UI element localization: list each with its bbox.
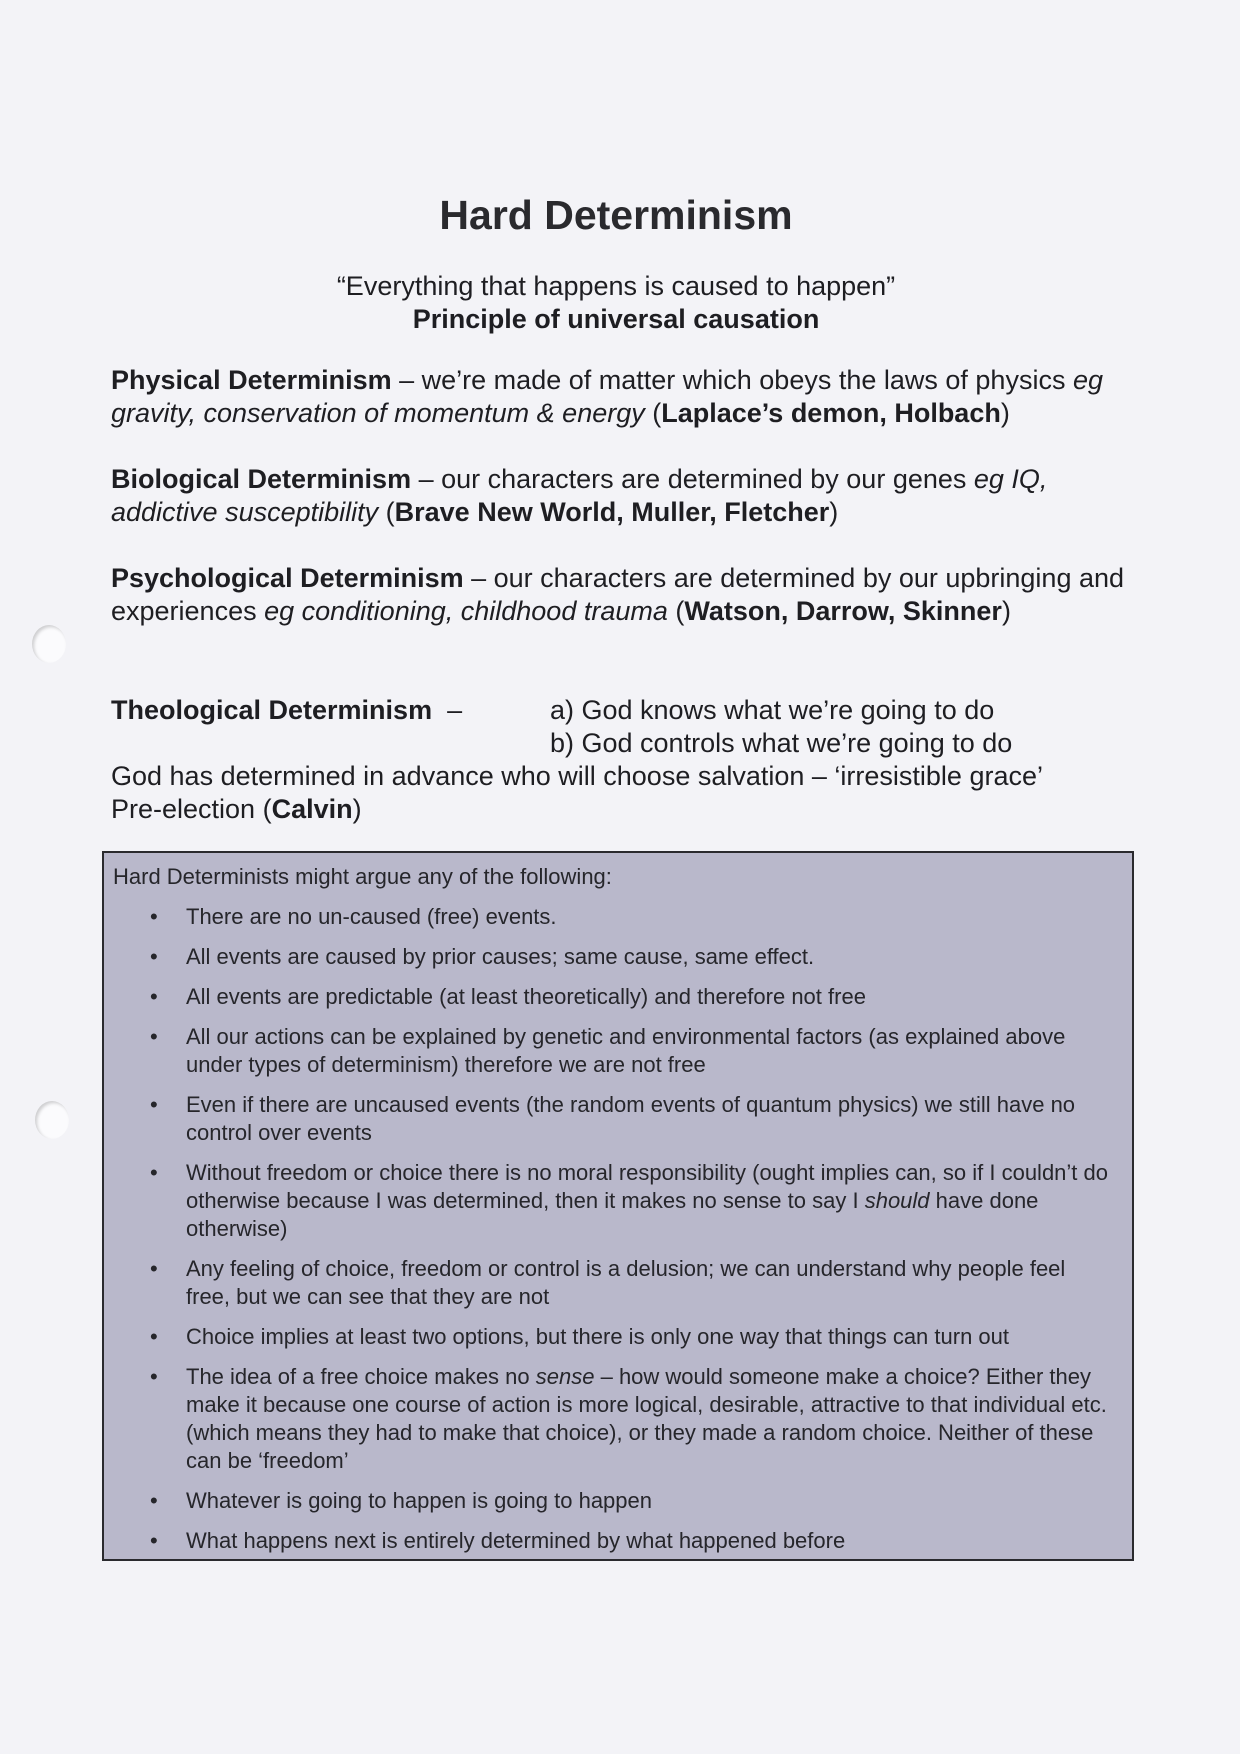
physical-open: (	[644, 398, 662, 428]
psychological-refs: Watson, Darrow, Skinner	[684, 596, 1002, 626]
psychological-text: – our characters are determined by our upbringing and experiences	[111, 563, 1125, 626]
list-item-text: – how would someone make a choice? Either they make it because one course of action is more logical, desirable, attractive to that individual etc. (which means they had to make that choice), or they made a random choice. Neither of these can be ‘freedom’	[186, 1364, 1107, 1473]
theological-dash: –	[447, 695, 463, 725]
theological-options	[550, 694, 1012, 760]
theological-line-2-post: )	[352, 794, 362, 824]
page-title: Hard Determinism	[439, 192, 793, 238]
theological-text	[111, 760, 1131, 826]
arguments-intro: Hard Determinists might argue any of the following:	[113, 864, 612, 889]
arguments-list	[104, 903, 1132, 1567]
arguments-box	[102, 851, 1134, 1561]
list-item	[104, 1363, 1132, 1475]
list-item: • Any feeling of choice, freedom or control is a delusion; we can understand why people feel free, but we can see that they are not	[104, 1255, 1132, 1311]
list-item-emphasis: sense	[535, 1364, 595, 1389]
list-item: • All our actions can be explained by genetic and environmental factors (as explained above under types of determinism) therefore we are not free	[104, 1023, 1132, 1079]
list-item: • Choice implies at least two options, but there is only one way that things can turn out	[104, 1323, 1132, 1351]
list-item: • What happens next is entirely determined by what happened before	[104, 1527, 1132, 1555]
physical-refs: Laplace’s demon, Holbach	[661, 398, 1001, 428]
list-item-text: The idea of a free choice makes no	[186, 1364, 536, 1389]
list-item: • All events are predictable (at least theoretically) and therefore not free	[104, 983, 1132, 1011]
theological-option-b: b) God controls what we’re going to do	[550, 728, 1013, 758]
punch-hole-top	[32, 625, 66, 663]
theological-line-2-pre: Pre-election (	[111, 794, 272, 824]
biological-heading: Biological Determinism	[111, 464, 412, 494]
psychological-close: )	[1001, 596, 1011, 626]
punch-hole-bottom	[35, 1101, 69, 1139]
biological-open: (	[378, 497, 395, 527]
physical-text: – we’re made of matter which obeys the laws of physics	[391, 365, 1073, 395]
biological-close: )	[829, 497, 839, 527]
list-item-emphasis: should	[864, 1188, 930, 1213]
list-item: • Whatever is going to happen is going to happen	[104, 1487, 1132, 1515]
quote-block	[0, 270, 1232, 336]
psychological-determinism	[111, 562, 1131, 628]
psychological-open: (	[667, 596, 685, 626]
biological-refs: Brave New World, Muller, Fletcher	[394, 497, 830, 527]
list-item	[104, 1159, 1132, 1243]
psychological-heading: Psychological Determinism	[111, 563, 464, 593]
theological-line-2-ref: Calvin	[271, 794, 353, 824]
principle-text: Principle of universal causation	[412, 304, 820, 334]
physical-heading: Physical Determinism	[111, 365, 392, 395]
theological-heading-text: Theological Determinism	[111, 695, 433, 725]
list-item-text: Without freedom or choice there is no moral responsibility (ought implies can, so if I couldn’t do otherwise because I was determined, then it makes no sense to say I	[186, 1160, 1108, 1213]
list-item: • All events are caused by prior causes; same cause, same effect.	[104, 943, 1132, 971]
biological-text: – our characters are determined by our genes	[411, 464, 974, 494]
list-item-text: have done otherwise)	[186, 1188, 1039, 1241]
list-item: • Even if there are uncaused events (the random events of quantum physics) we still have no control over events	[104, 1091, 1132, 1147]
quote-text: “Everything that happens is caused to happen”	[336, 271, 896, 301]
list-item: • There are no un-caused (free) events.	[104, 903, 1132, 931]
physical-close: )	[1000, 398, 1010, 428]
psychological-examples: eg conditioning, childhood trauma	[264, 596, 668, 626]
biological-examples: eg IQ, addictive susceptibility	[111, 464, 1048, 527]
physical-determinism	[111, 364, 1131, 430]
physical-examples: eg gravity, conservation of momentum & energy	[111, 365, 1103, 428]
theological-option-a: a) God knows what we’re going to do	[550, 695, 995, 725]
theological-heading	[111, 694, 462, 727]
biological-determinism	[111, 463, 1131, 529]
theological-line-1: God has determined in advance who will choose salvation – ‘irresistible grace’	[111, 761, 1043, 791]
theological-line-2	[111, 793, 1131, 826]
